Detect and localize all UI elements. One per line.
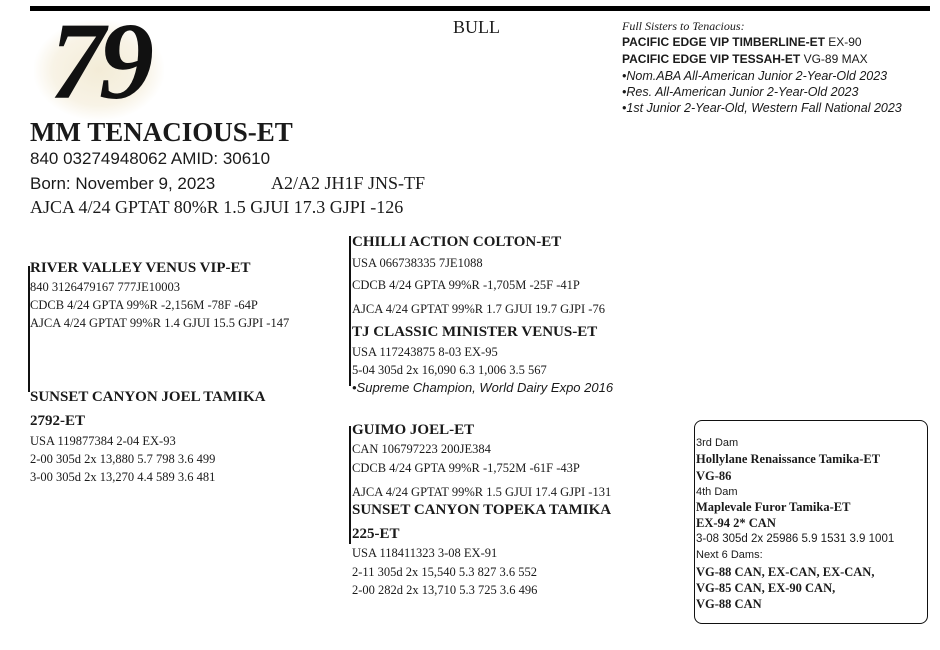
fourth-dam-record: 3-08 305d 2x 25986 5.9 1531 3.9 1001 [696, 533, 895, 545]
sires-dam-honor: •Supreme Champion, World Dairy Expo 2016 [352, 380, 614, 395]
third-dam-name: Hollylane Renaissance Tamika-ET [696, 452, 881, 466]
sires-dam-record: 5-04 305d 2x 16,090 6.3 1,006 3.5 567 [352, 363, 547, 377]
dams-dam-name-suffix: 225-ET [352, 526, 400, 542]
fourth-dam-name: Maplevale Furor Tamika-ET [696, 500, 851, 514]
dam-record-2: 3-00 305d 2x 13,270 4.4 589 3.6 481 [30, 470, 216, 484]
birth-date: Born: November 9, 2023 [30, 174, 216, 193]
dam-record-1: 2-00 305d 2x 13,880 5.7 798 3.6 499 [30, 452, 216, 466]
dam-name-suffix: 2792-ET [30, 413, 86, 429]
animal-name: MM TENACIOUS-ET [30, 117, 293, 147]
sister-1 [622, 35, 862, 49]
sister-honor-1: •Nom.ABA All-American Junior 2-Year-Old 2023 [622, 69, 888, 83]
dams-dam-record-2: 2-00 282d 2x 13,710 5.3 725 3.6 496 [352, 583, 538, 597]
dams-dam-record-1: 2-11 305d 2x 15,540 5.3 827 3.6 552 [352, 565, 537, 579]
sire-id: 840 3126479167 777JE10003 [30, 280, 180, 294]
dam-parents-bracket [349, 426, 351, 544]
sire-ajca: AJCA 4/24 GPTAT 99%R 1.4 GJUI 15.5 GJPI -147 [30, 316, 290, 330]
dams-dam-name: SUNSET CANYON TOPEKA TAMIKA [352, 502, 612, 518]
animal-id: 840 03274948062 AMID: 30610 [30, 149, 271, 168]
genomic-evaluation: AJCA 4/24 GPTAT 80%R 1.5 GJUI 17.3 GJPI -126 [30, 197, 404, 217]
dams-sire-ajca: AJCA 4/24 GPTAT 99%R 1.5 GJUI 17.4 GJPI -131 [352, 485, 612, 499]
sire-cdcb: CDCB 4/24 GPTA 99%R -2,156M -78F -64P [30, 298, 258, 312]
sire-name: RIVER VALLEY VENUS VIP-ET [30, 260, 251, 276]
next-dams-label: Next 6 Dams: [696, 549, 763, 561]
lot-number: 79 [50, 0, 148, 122]
sister-2 [622, 52, 868, 66]
dams-sire-cdcb: CDCB 4/24 GPTA 99%R -1,752M -61F -43P [352, 461, 580, 475]
sister-1-name: PACIFIC EDGE VIP TIMBERLINE-ET [622, 35, 825, 49]
sires-sire-name: CHILLI ACTION COLTON-ET [352, 234, 562, 250]
sires-sire-cdcb: CDCB 4/24 GPTA 99%R -1,705M -25F -41P [352, 278, 580, 292]
sister-honor-2: •Res. All-American Junior 2-Year-Old 2023 [622, 85, 859, 99]
sires-dam-id: USA 117243875 8-03 EX-95 [352, 345, 498, 359]
sires-dam-name: TJ CLASSIC MINISTER VENUS-ET [352, 324, 598, 340]
dams-dam-id: USA 118411323 3-08 EX-91 [352, 546, 498, 560]
sires-sire-id: USA 066738335 7JE1088 [352, 256, 483, 270]
next-dams-line-1: VG-88 CAN, EX-CAN, EX-CAN, [696, 565, 875, 579]
category-label: BULL [453, 17, 500, 37]
third-dam-score: VG-86 [696, 469, 732, 483]
dam-name: SUNSET CANYON JOEL TAMIKA [30, 389, 266, 405]
sister-2-name: PACIFIC EDGE VIP TESSAH-ET [622, 52, 801, 66]
next-dams-line-2: VG-85 CAN, EX-90 CAN, [696, 581, 836, 595]
sisters-heading: Full Sisters to Tenacious: [622, 19, 745, 33]
top-rule [30, 6, 930, 11]
sires-sire-ajca: AJCA 4/24 GPTAT 99%R 1.7 GJUI 19.7 GJPI -76 [352, 302, 605, 316]
next-dams-line-3: VG-88 CAN [696, 597, 762, 611]
sister-honor-3: •1st Junior 2-Year-Old, Western Fall National 2023 [622, 101, 902, 115]
fourth-dam-score: EX-94 2* CAN [696, 516, 776, 530]
genetic-markers: A2/A2 JH1F JNS-TF [271, 173, 426, 193]
sister-1-score: EX-90 [824, 35, 862, 49]
dams-sire-name: GUIMO JOEL-ET [352, 422, 475, 438]
sister-2-score: VG-89 MAX [800, 52, 868, 66]
sire-parents-bracket [349, 236, 351, 386]
third-dam-label: 3rd Dam [696, 437, 739, 449]
fourth-dam-label: 4th Dam [696, 486, 738, 498]
dams-sire-id: CAN 106797223 200JE384 [352, 442, 491, 456]
dam-id: USA 119877384 2-04 EX-93 [30, 434, 176, 448]
